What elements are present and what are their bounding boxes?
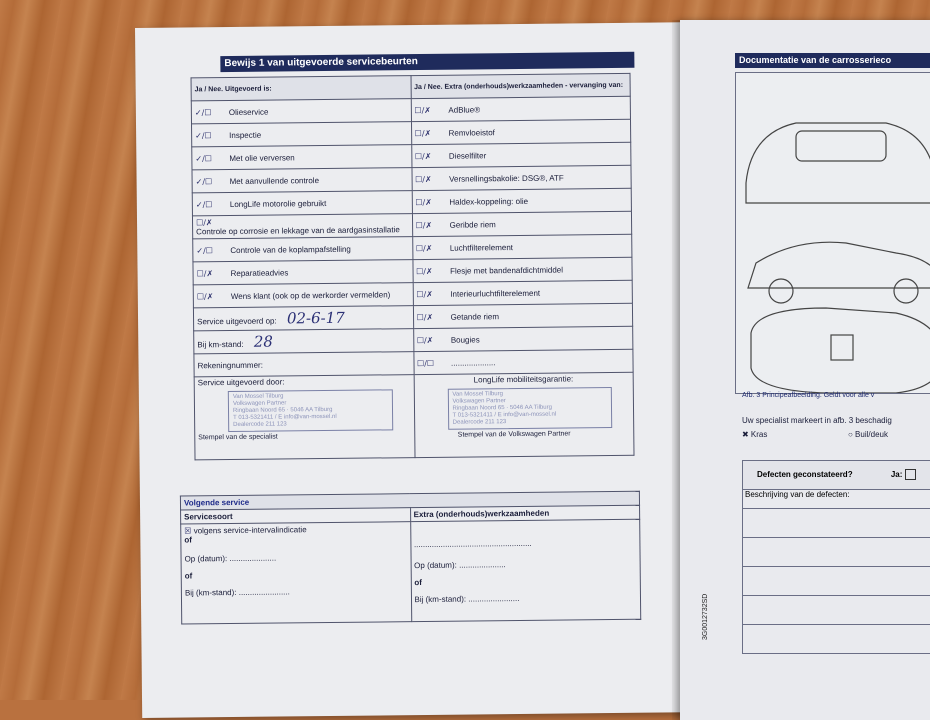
extra-cell bbox=[412, 211, 632, 236]
dealer-stamp bbox=[228, 389, 393, 432]
checkbox-mark: ☐/✗ bbox=[415, 197, 432, 207]
performed-label: Met aanvullende controle bbox=[229, 175, 320, 186]
performed-label: Controle van de koplampafstelling bbox=[230, 244, 351, 255]
service-table bbox=[191, 73, 635, 461]
extra-row-getande bbox=[413, 303, 633, 328]
document-code: 3G0012732SD bbox=[702, 593, 709, 640]
performed-cell bbox=[192, 214, 412, 239]
defects-box bbox=[742, 460, 930, 654]
page-title: Bewijs 1 van uitgevoerde servicebeurten bbox=[220, 52, 634, 72]
performed-label: Olieservice bbox=[228, 107, 269, 117]
next-extra-km: Bij (km-stand): ....................... bbox=[414, 594, 520, 605]
km-label: Bij km-stand: bbox=[197, 339, 244, 350]
checkbox-mark: ✓/☐ bbox=[195, 176, 213, 186]
extra-label: Geribde riem bbox=[449, 219, 496, 230]
next-col-service-type: Servicesoort bbox=[181, 508, 411, 524]
service-date-row bbox=[193, 306, 413, 331]
checkbox-mark: ☐/✗ bbox=[416, 312, 434, 322]
next-date-field: Op (datum): ..................... bbox=[184, 553, 277, 564]
car-outline-icon bbox=[736, 73, 930, 393]
performed-label: Wens klant (ook op de werkorder vermelden) bbox=[230, 289, 391, 301]
stamp-line: Ringbaan Noord 65 · 5046 AA Tilburg bbox=[232, 406, 333, 414]
extra-label: Flesje met bandenafdichtmiddel bbox=[450, 265, 564, 276]
col-header-extra: Ja / Nee. Extra (onderhouds)werkzaamheden - vervanging van: bbox=[411, 73, 631, 98]
checkbox-mark: ☐/✗ bbox=[415, 174, 432, 184]
extra-label: Dieselfilter bbox=[448, 150, 487, 161]
checkbox-mark: ☐/✗ bbox=[416, 266, 433, 276]
done-by-cell bbox=[194, 375, 414, 460]
stamp-line: Volkswagen Partner bbox=[232, 400, 287, 407]
extra-row-blank bbox=[413, 349, 633, 374]
or-label: of bbox=[184, 571, 193, 581]
checkbox-mark: ☐/✗ bbox=[415, 243, 433, 253]
stamp-line: T 013-5321411 / E info@van-mossel.nl bbox=[452, 411, 557, 419]
stamp-line: Dealercode 211 123 bbox=[233, 421, 287, 428]
defects-line[interactable] bbox=[743, 624, 930, 653]
next-extra-cell bbox=[410, 519, 641, 621]
extra-label: Bougies bbox=[450, 334, 480, 345]
stamp-line: Volkswagen Partner bbox=[452, 398, 506, 405]
stamp-line: Ringbaan Noord 65 · 5046 AA Tilburg bbox=[452, 404, 552, 412]
extra-cell bbox=[412, 257, 632, 282]
extra-label: Luchtfilterelement bbox=[449, 242, 514, 253]
guarantee-cell bbox=[414, 372, 634, 457]
extra-cell bbox=[411, 165, 631, 190]
checkbox-mark: ☐/✗ bbox=[195, 218, 213, 228]
next-col-extra: Extra (onderhouds)werkzaamheden bbox=[410, 505, 640, 521]
stamp-line: Van Mossel Tilburg bbox=[232, 393, 284, 400]
next-extra-dots: ..................................................... bbox=[413, 538, 532, 550]
checkbox-mark: ☐/✗ bbox=[196, 268, 214, 278]
performed-label: LongLife motorolie gebruikt bbox=[229, 198, 327, 209]
performed-label: Reparatieadvies bbox=[230, 267, 289, 278]
next-extra-date: Op (datum): ..................... bbox=[414, 560, 506, 571]
extra-label: Versnellingsbakolie: DSG®, ATF bbox=[449, 173, 564, 184]
performed-label: Inspectie bbox=[229, 130, 262, 140]
done-by-label: Service uitgevoerd door: bbox=[197, 377, 285, 388]
extra-label: Interieurluchtfilterelement bbox=[450, 288, 541, 299]
extra-label: Haldex-koppeling: olie bbox=[449, 196, 529, 207]
performed-label: Met olie verversen bbox=[229, 152, 295, 163]
extra-label: Remvloeistof bbox=[448, 127, 495, 138]
defects-question: Defecten geconstateerd? bbox=[757, 470, 853, 479]
next-service-type-cell bbox=[181, 522, 412, 624]
performed-cell bbox=[193, 260, 413, 285]
extra-cell bbox=[411, 142, 631, 167]
extra-cell bbox=[412, 188, 632, 213]
performed-cell bbox=[192, 168, 412, 193]
next-km-field: Bij (km-stand): ....................... bbox=[184, 587, 290, 598]
defects-line[interactable] bbox=[743, 566, 930, 595]
next-option-interval: volgens service-intervalindicatie bbox=[193, 525, 307, 536]
figure-caption: Afb. 3 Principeafbeelding. Geldt voor alle v bbox=[742, 392, 875, 399]
partner-stamp bbox=[447, 387, 612, 430]
car-diagram bbox=[735, 72, 930, 394]
next-service-table bbox=[180, 491, 641, 625]
extra-label: Getande riem bbox=[450, 311, 500, 322]
performed-cell bbox=[192, 122, 412, 147]
or-label: of bbox=[184, 535, 192, 545]
checkbox-mark: ✓/☐ bbox=[196, 245, 213, 255]
checkbox-mark: ☐/✗ bbox=[196, 291, 214, 301]
legend-scratch: ✖ Kras bbox=[742, 430, 768, 439]
km-row bbox=[194, 329, 414, 354]
col-header-performed: Ja / Nee. Uitgevoerd is: bbox=[191, 76, 411, 101]
performed-cell bbox=[193, 237, 413, 262]
performed-cell bbox=[192, 191, 412, 216]
performed-cell bbox=[192, 145, 412, 170]
performed-label: Controle op corrosie en lekkage van de aardgasinstallatie bbox=[196, 225, 400, 237]
extra-row-bougies bbox=[413, 326, 633, 351]
service-booklet-left-page bbox=[135, 22, 702, 718]
yes-label: Ja: bbox=[890, 470, 903, 479]
checked-box-icon: ☒ bbox=[184, 526, 192, 536]
right-page-title: Documentatie van de carrosserieco bbox=[735, 53, 930, 68]
extra-cell bbox=[411, 119, 631, 144]
extra-label: .................... bbox=[450, 357, 496, 368]
next-service-title: Volgende service bbox=[180, 491, 639, 510]
checkbox-mark: ✓/☐ bbox=[194, 107, 212, 117]
defects-header bbox=[743, 461, 930, 489]
checkbox-mark: ☐/✗ bbox=[416, 289, 433, 299]
rekening-label: Rekeningnummer: bbox=[194, 352, 414, 377]
stamp-line: Van Mossel Tilburg bbox=[452, 391, 503, 398]
km-handwritten: 28 bbox=[253, 332, 273, 351]
extra-cell bbox=[411, 96, 631, 121]
booklet-right-page bbox=[680, 20, 930, 720]
legend-dent: ○ Buil/deuk bbox=[848, 430, 888, 439]
instruction-text: Uw specialist markeert in afb. 3 beschadig bbox=[742, 416, 892, 425]
defects-description-label: Beschrijving van de defecten: bbox=[743, 489, 930, 508]
performed-cell bbox=[191, 99, 411, 124]
service-date-handwritten: 02-6-17 bbox=[286, 308, 345, 328]
checkbox-mark: ☐/✗ bbox=[414, 128, 432, 138]
stamp-line: Dealercode 211 123 bbox=[452, 419, 507, 426]
checkbox-mark: ☐/✗ bbox=[414, 151, 432, 161]
checkbox-mark: ☐/✗ bbox=[416, 335, 434, 345]
checkbox-mark: ☐/☐ bbox=[416, 358, 435, 368]
performed-cell bbox=[193, 283, 413, 308]
stamp-line: T 013-5321411 / E info@van-mossel.nl bbox=[233, 413, 337, 421]
extra-label: AdBlue® bbox=[448, 104, 481, 115]
checkbox-mark: ✓/☐ bbox=[195, 153, 212, 163]
guarantee-label: LongLife mobiliteitsgarantie: bbox=[473, 374, 574, 385]
defects-line[interactable] bbox=[743, 508, 930, 537]
stamp-caption-specialist: Stempel van de specialist bbox=[198, 433, 278, 442]
defects-line[interactable] bbox=[743, 537, 930, 566]
checkbox-mark: ✓/☐ bbox=[195, 199, 213, 209]
extra-cell bbox=[413, 280, 633, 305]
service-date-label: Service uitgevoerd op: bbox=[197, 316, 277, 327]
yes-checkbox[interactable] bbox=[905, 469, 916, 480]
checkbox-mark: ✓/☐ bbox=[195, 130, 212, 140]
extra-cell bbox=[412, 234, 632, 259]
checkbox-mark: ☐/✗ bbox=[415, 220, 433, 230]
stamp-caption-partner: Stempel van de Volkswagen Partner bbox=[457, 430, 571, 439]
checkbox-mark: ☐/✗ bbox=[414, 105, 431, 115]
defects-line[interactable] bbox=[743, 595, 930, 624]
or-label: of bbox=[414, 578, 422, 588]
